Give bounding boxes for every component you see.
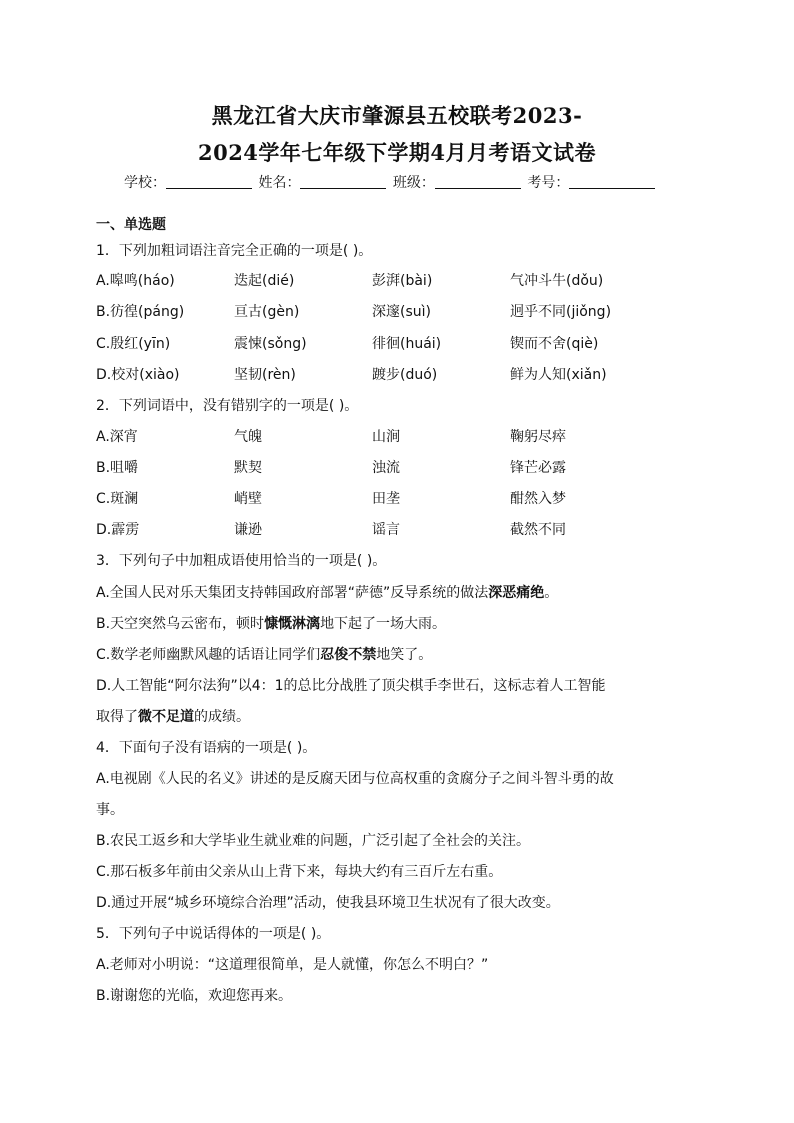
class-label: 班级： bbox=[392, 175, 435, 191]
option-cell: 锲而不舍(qiè) bbox=[510, 336, 599, 352]
option-text: 取得了 bbox=[96, 709, 138, 725]
option-cell: 截然不同 bbox=[510, 522, 566, 538]
option-text: 地下起了一场大雨。 bbox=[320, 616, 447, 632]
number-label: 考号： bbox=[527, 175, 570, 191]
option-cell: 亘古(gèn) bbox=[234, 304, 300, 320]
question-4-option-d: D.通过开展“城乡环境综合治理”活动，使我县环境卫生状况有了很大改变。 bbox=[96, 895, 560, 911]
option-cell: 迥乎不同(jiǒng) bbox=[510, 304, 612, 320]
option-text: B.天空突然乌云密布，顿时 bbox=[96, 616, 265, 632]
option-cell: 谣言 bbox=[372, 522, 400, 538]
student-info-row bbox=[124, 172, 657, 192]
question-4-option-a-line1: A.电视剧《人民的名义》讲述的是反腐天团与位高权重的贪腐分子之间斗智斗勇的故 bbox=[96, 771, 614, 787]
question-3-option-c bbox=[96, 644, 432, 664]
option-cell: 震悚(sǒng) bbox=[234, 336, 307, 352]
option-cell: 谦逊 bbox=[234, 522, 262, 538]
bold-idiom: 慷慨淋漓 bbox=[264, 616, 321, 632]
option-text: 。 bbox=[544, 585, 559, 601]
number-blank[interactable] bbox=[569, 174, 655, 189]
exam-title-line2: 2024学年七年级下学期4月月考语文试卷 bbox=[197, 140, 597, 165]
question-5-stem: 5．下列句子中说话得体的一项是( )。 bbox=[96, 926, 331, 942]
question-4-option-c: C.那石板多年前由父亲从山上背下来，每块大约有三百斤左右重。 bbox=[96, 864, 503, 880]
bold-idiom: 微不足道 bbox=[138, 709, 194, 725]
question-5-option-a: A.老师对小明说：“这道理很简单，是人就懂，你怎么不明白？” bbox=[96, 957, 489, 973]
option-cell: D.校对(xiào) bbox=[96, 367, 180, 383]
exam-title-line1: 黑龙江省大庆市肇源县五校联考2023- bbox=[211, 103, 583, 128]
option-cell: 气冲斗牛(dǒu) bbox=[510, 273, 604, 289]
question-3-option-a bbox=[96, 582, 558, 602]
option-cell: C.斑澜 bbox=[96, 491, 139, 507]
school-label: 学校： bbox=[124, 175, 166, 191]
option-cell: 鞠躬尽瘁 bbox=[510, 429, 566, 445]
class-blank[interactable] bbox=[435, 174, 521, 189]
section-heading: 一、单选题 bbox=[96, 217, 166, 233]
option-cell: 田垄 bbox=[372, 491, 400, 507]
option-cell: 深邃(suì) bbox=[372, 304, 431, 320]
question-4-stem: 4．下面句子没有语病的一项是( )。 bbox=[96, 740, 317, 756]
option-cell: 默契 bbox=[234, 460, 262, 476]
option-cell: 峭壁 bbox=[234, 491, 262, 507]
option-cell: 锋芒必露 bbox=[510, 460, 566, 476]
question-2-stem: 2．下列词语中，没有错别字的一项是( )。 bbox=[96, 398, 359, 414]
school-blank[interactable] bbox=[166, 174, 252, 189]
option-cell: A.深宵 bbox=[96, 429, 138, 445]
question-3-stem: 3．下列句子中加粗成语使用恰当的一项是( )。 bbox=[96, 553, 387, 569]
option-cell: 坚韧(rèn) bbox=[234, 367, 296, 383]
question-5-option-b: B.谢谢您的光临，欢迎您再来。 bbox=[96, 988, 293, 1004]
option-text: 的成绩。 bbox=[194, 709, 250, 725]
bold-idiom: 忍俊不禁 bbox=[320, 647, 377, 663]
option-text: C.数学老师幽默风趣的话语让同学们 bbox=[96, 647, 321, 663]
question-3-option-d-line1: D.人工智能“阿尔法狗”以4：1的总比分战胜了顶尖棋手李世石，这标志着人工智能 bbox=[96, 678, 606, 694]
bold-idiom: 深恶痛绝 bbox=[488, 585, 545, 601]
option-cell: 气魄 bbox=[234, 429, 262, 445]
option-cell: 浊流 bbox=[372, 460, 400, 476]
option-cell: 鲜为人知(xiǎn) bbox=[510, 367, 607, 383]
question-4-option-a-line2: 事。 bbox=[96, 802, 124, 818]
question-3-option-d-line2 bbox=[96, 706, 250, 726]
option-cell: D.霹雳 bbox=[96, 522, 140, 538]
question-3-option-b bbox=[96, 613, 446, 633]
option-text: 地笑了。 bbox=[376, 647, 433, 663]
option-cell: 彭湃(bài) bbox=[372, 273, 433, 289]
option-cell: 酣然入梦 bbox=[510, 491, 566, 507]
option-cell: 山涧 bbox=[372, 429, 400, 445]
name-blank[interactable] bbox=[300, 174, 386, 189]
question-1-stem: 1．下列加粗词语注音完全正确的一项是( )。 bbox=[96, 243, 373, 259]
option-cell: C.殷红(yīn) bbox=[96, 336, 171, 352]
question-4-option-b: B.农民工返乡和大学毕业生就业难的问题，广泛引起了全社会的关注。 bbox=[96, 833, 531, 849]
option-text: A.全国人民对乐天集团支持韩国政府部署“萨德”反导系统的做法 bbox=[96, 585, 489, 601]
option-cell: 踱步(duó) bbox=[372, 367, 438, 383]
name-label: 姓名： bbox=[258, 175, 301, 191]
option-cell: B.咀嚼 bbox=[96, 460, 139, 476]
option-cell: 迭起(dié) bbox=[234, 273, 295, 289]
option-cell: B.彷徨(páng) bbox=[96, 304, 185, 320]
option-cell: 徘徊(huái) bbox=[372, 336, 442, 352]
option-cell: A.嗥鸣(háo) bbox=[96, 273, 175, 289]
